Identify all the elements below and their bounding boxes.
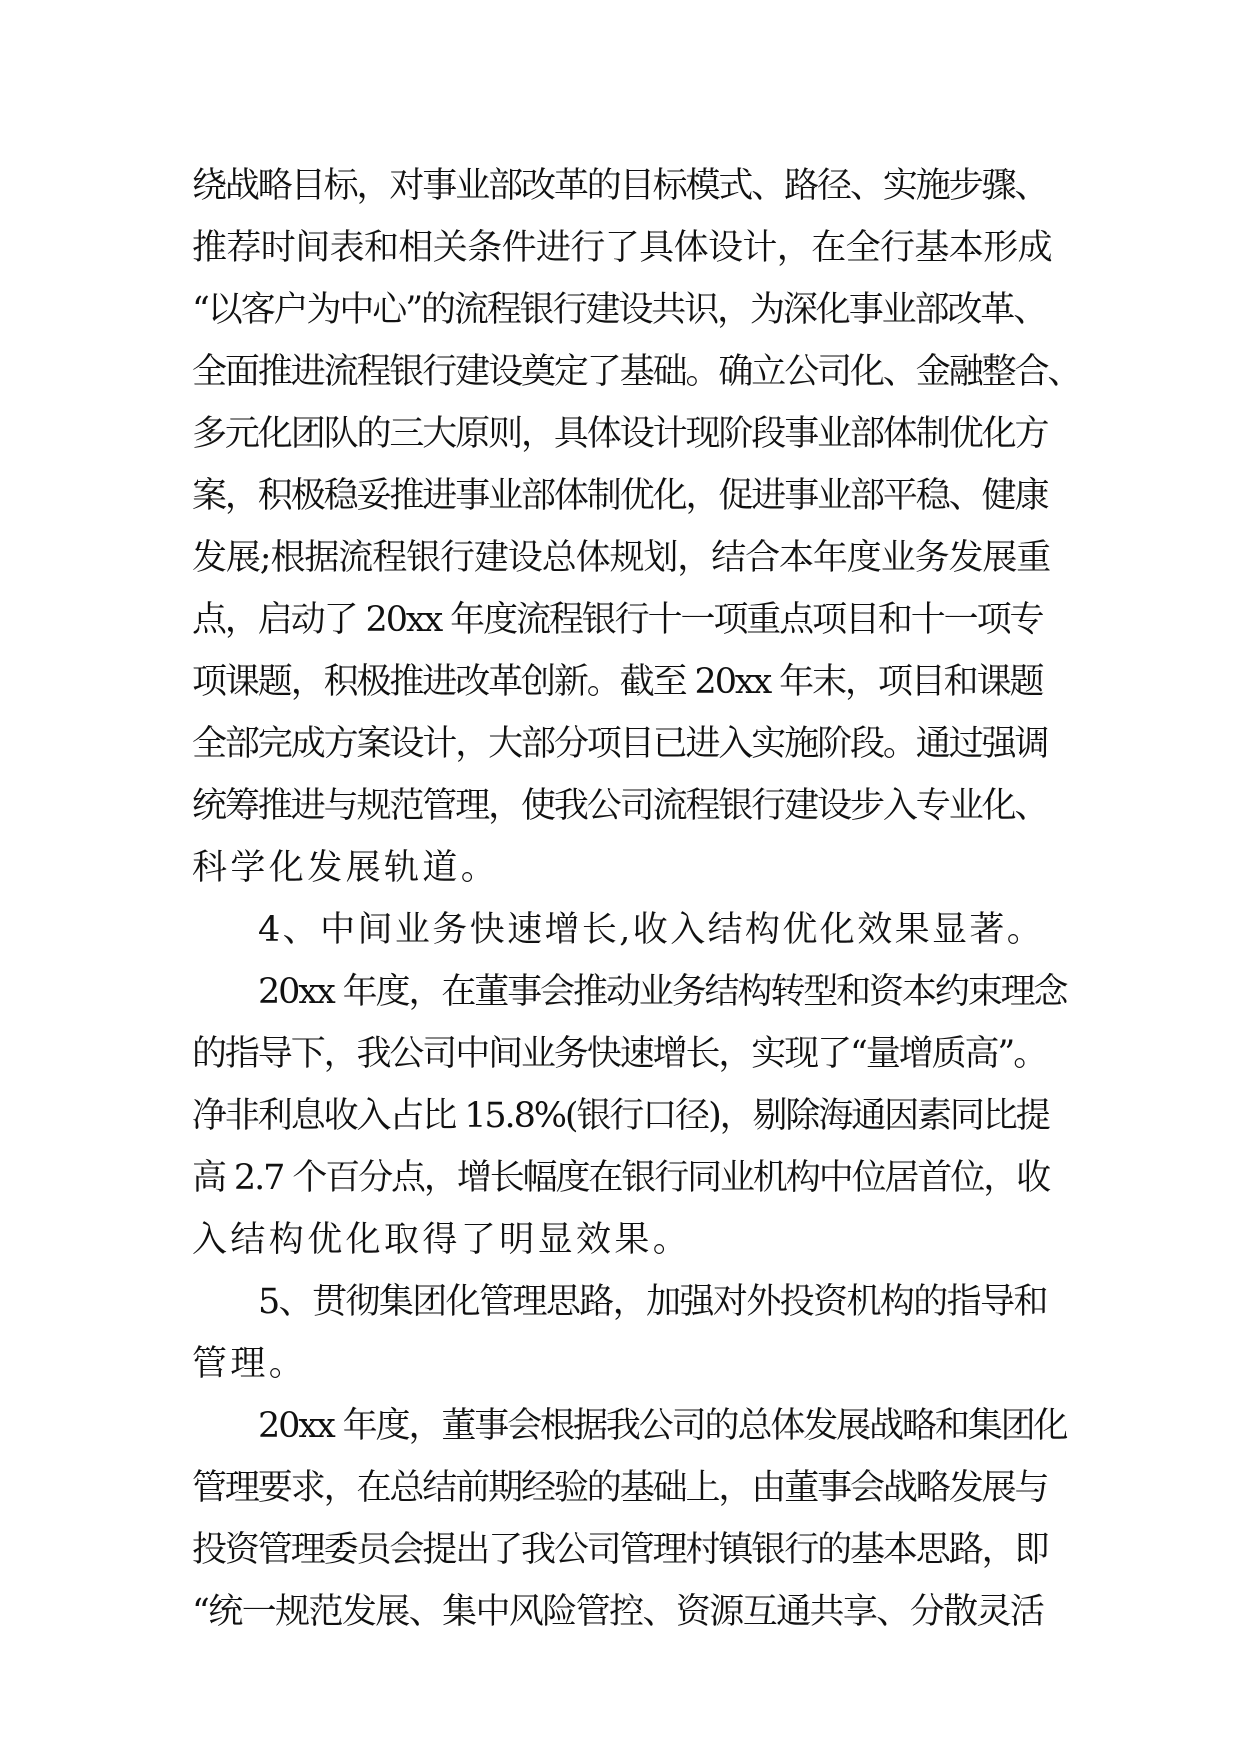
text-line: 案，积极稳妥推进事业部体制优化，促进事业部平稳、健康 (192, 476, 1048, 516)
text-line: 全面推进流程银行建设奠定了基础。确立公司化、金融整合、 (192, 352, 1081, 392)
section-heading-5: 5、贯彻集团化管理思路，加强对外投资机构的指导和 (258, 1282, 1047, 1322)
text-line: 高 2.7 个百分点，增长幅度在银行同业机构中位居首位，收 (192, 1158, 1050, 1198)
text-line: 统筹推进与规范管理，使我公司流程银行建设步入专业化、 (192, 786, 1048, 826)
text-line: 投资管理委员会提出了我公司管理村镇银行的基本思路，即 (192, 1530, 1048, 1570)
text-line: 多元化团队的三大原则，具体设计现阶段事业部体制优化方 (192, 414, 1048, 454)
text-line: 点，启动了 20xx 年度流程银行十一项重点项目和十一项专 (192, 600, 1043, 640)
text-line: 管理。 (192, 1344, 308, 1384)
text-line: 的指导下，我公司中间业务快速增长，实现了“量增质高”。 (192, 1034, 1047, 1074)
text-line: 发展;根据流程银行建设总体规划，结合本年度业务发展重 (192, 538, 1051, 578)
text-line: 入结构优化取得了明显效果。 (192, 1220, 692, 1260)
text-line: 推荐时间表和相关条件进行了具体设计，在全行基本形成 (192, 228, 1053, 268)
text-line: 净非利息收入占比 15.8%(银行口径)，剔除海通因素同比提 (192, 1096, 1049, 1136)
text-line: 20xx 年度，董事会根据我公司的总体发展战略和集团化 (258, 1406, 1067, 1446)
text-line: 管理要求，在总结前期经验的基础上，由董事会战略发展与 (192, 1468, 1048, 1508)
text-line: “统一规范发展、集中风险管控、资源互通共享、分散灵活 (192, 1592, 1044, 1632)
section-heading-4: 4、中间业务快速增长,收入结构优化效果显著。 (258, 910, 1045, 950)
text-line: 科学化发展轨道。 (192, 848, 500, 888)
text-line: 20xx 年度，在董事会推动业务结构转型和资本约束理念 (258, 972, 1067, 1012)
text-line: 项课题，积极推进改革创新。截至 20xx 年末，项目和课题 (192, 662, 1043, 702)
text-line: “以客户为中心”的流程银行建设共识，为深化事业部改革、 (192, 290, 1047, 330)
text-line: 全部完成方案设计，大部分项目已进入实施阶段。通过强调 (192, 724, 1048, 764)
text-line: 绕战略目标，对事业部改革的目标模式、路径、实施步骤、 (192, 166, 1048, 206)
